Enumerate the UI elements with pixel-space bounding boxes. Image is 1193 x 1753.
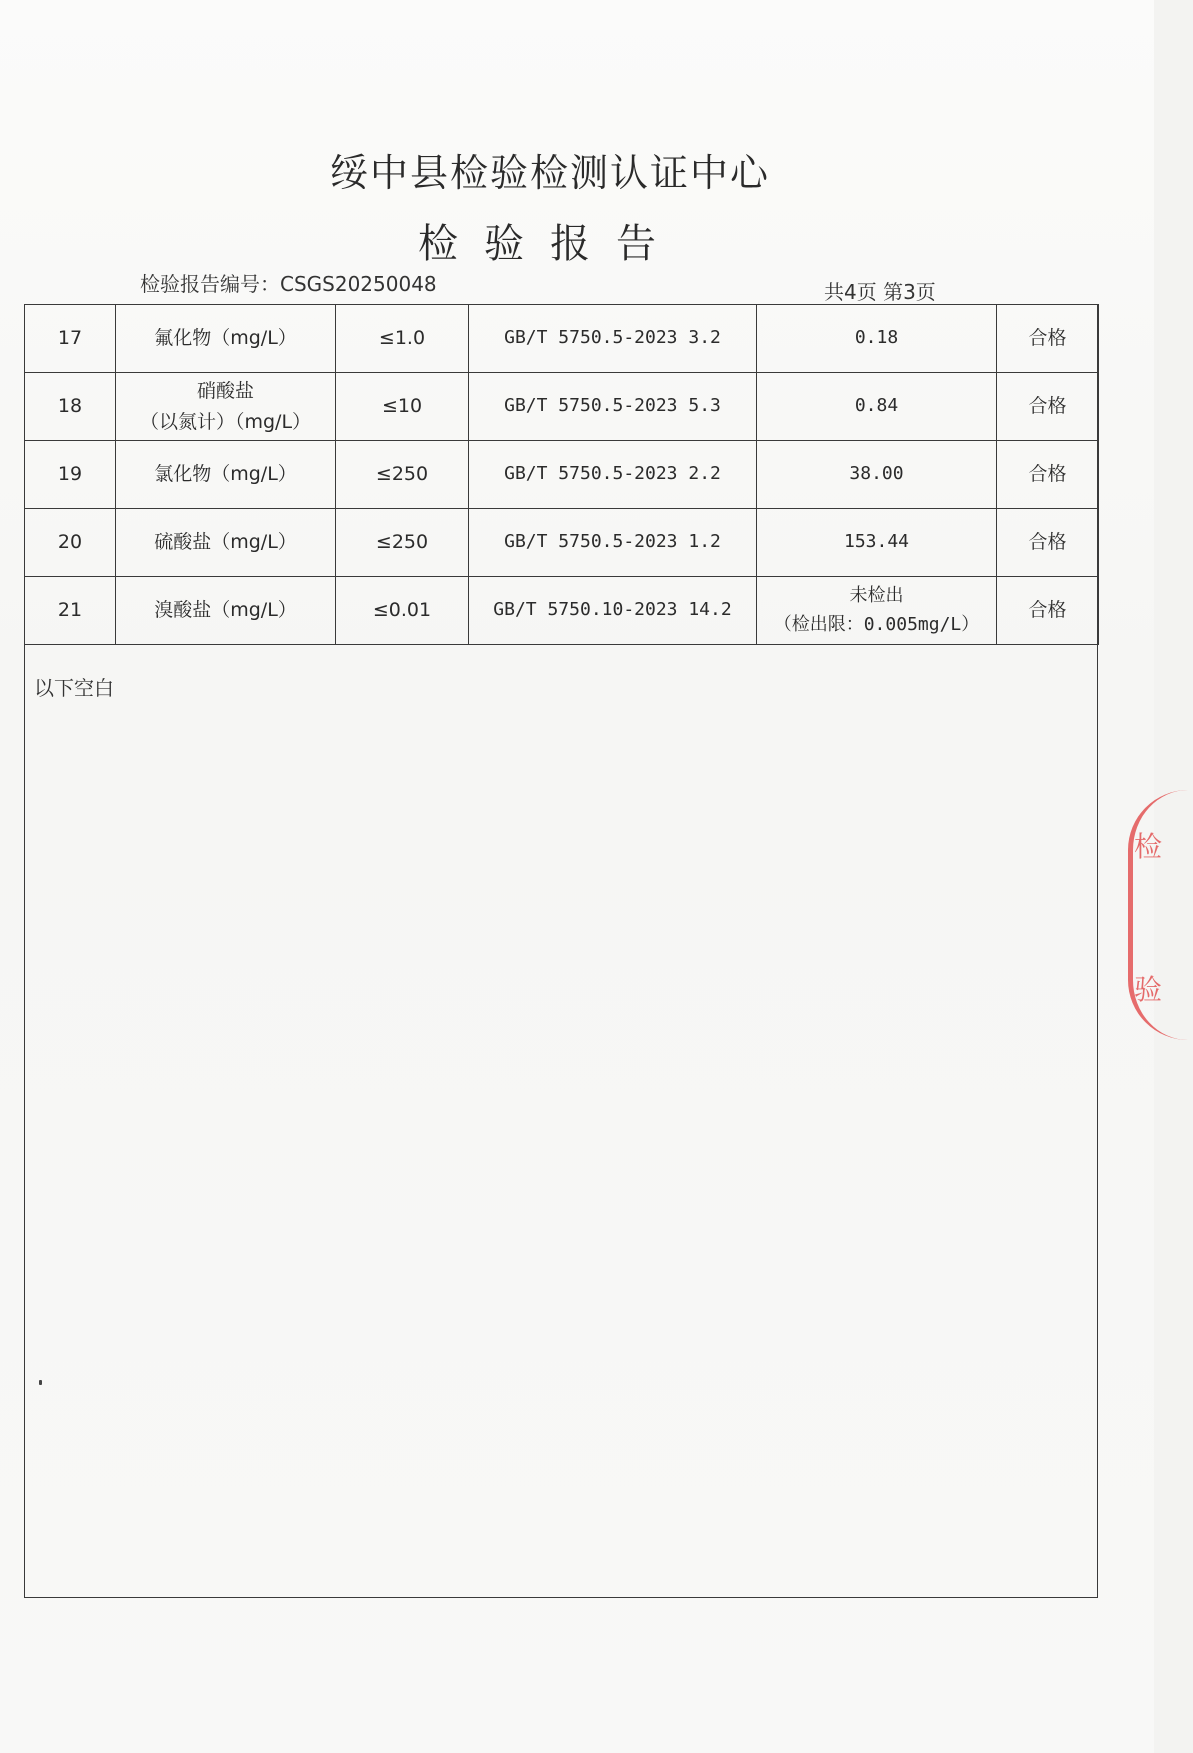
row-number: 18 (25, 373, 116, 441)
limit-value: ≤10 (336, 373, 469, 441)
stray-ink-mark (39, 1380, 42, 1385)
table-row (25, 509, 1099, 577)
limit-value: ≤1.0 (336, 305, 469, 373)
seal-glyph-bottom: 验 (1134, 973, 1163, 1006)
test-method: GB/T 5750.5-2023 1.2 (469, 509, 757, 577)
row-number: 19 (25, 441, 116, 509)
page-info: 共4页 第3页 (824, 280, 936, 304)
seal-glyph-top: 检 (1134, 830, 1163, 863)
test-result: 0.84 (757, 373, 997, 441)
test-item: 硫酸盐（mg/L） (116, 509, 336, 577)
verdict: 合格 (997, 441, 1099, 509)
results-table (24, 304, 1099, 645)
limit-value: ≤0.01 (336, 577, 469, 645)
test-item: 硝酸盐 （以氮计）（mg/L） (116, 373, 336, 441)
test-item: 氯化物（mg/L） (116, 441, 336, 509)
table-row (25, 577, 1099, 645)
test-result: 未检出 （检出限：0.005mg/L） (757, 577, 997, 645)
table-row (25, 373, 1099, 441)
verdict: 合格 (997, 577, 1099, 645)
document-title: 检验报告 (418, 221, 682, 267)
test-item: 溴酸盐（mg/L） (116, 577, 336, 645)
test-method: GB/T 5750.10-2023 14.2 (469, 577, 757, 645)
test-method: GB/T 5750.5-2023 3.2 (469, 305, 757, 373)
test-result: 153.44 (757, 509, 997, 577)
report-number-value: CSGS20250048 (280, 272, 437, 296)
test-result: 0.18 (757, 305, 997, 373)
org-name: 绥中县检验检测认证中心 (329, 151, 770, 195)
report-number (140, 268, 437, 297)
row-number: 21 (25, 577, 116, 645)
table-row (25, 305, 1099, 373)
blank-below-note: 以下空白 (34, 676, 114, 700)
report-number-label: 检验报告编号： (140, 272, 280, 296)
test-method: GB/T 5750.5-2023 2.2 (469, 441, 757, 509)
row-number: 17 (25, 305, 116, 373)
verdict: 合格 (997, 509, 1099, 577)
verdict: 合格 (997, 305, 1099, 373)
test-result: 38.00 (757, 441, 997, 509)
limit-value: ≤250 (336, 441, 469, 509)
verdict: 合格 (997, 373, 1099, 441)
table-row (25, 441, 1099, 509)
test-item: 氟化物（mg/L） (116, 305, 336, 373)
limit-value: ≤250 (336, 509, 469, 577)
row-number: 20 (25, 509, 116, 577)
test-method: GB/T 5750.5-2023 5.3 (469, 373, 757, 441)
